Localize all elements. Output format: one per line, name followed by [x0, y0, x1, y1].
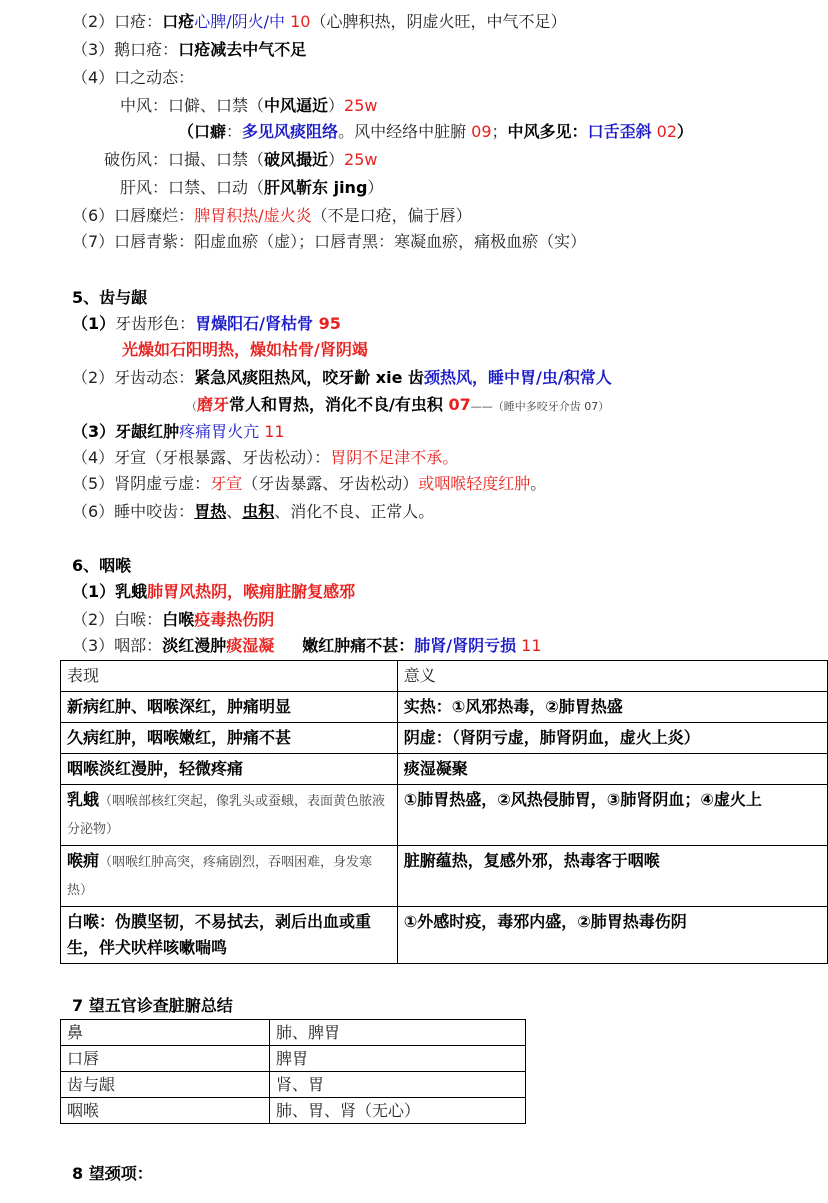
teeth-line-6: （6）睡中咬齿：胃热、虫积、消化不良、正常人。 [72, 502, 435, 521]
table-row [61, 846, 828, 907]
table-cell: ①肺胃热盛，②风热侵肺胃，③肺肾阴血；④虚火上 [397, 785, 827, 846]
table-row [61, 907, 828, 964]
teeth-line-3: （3）牙龈红肿疼痛胃火亢 11 [72, 422, 285, 441]
table-cell: 实热：①风邪热毒，②肺胃热盛 [397, 692, 827, 723]
throat-line-3: （3）咽部：淡红漫肿痰湿凝 嫩红肿痛不甚：肺肾/肾阴亏损 11 [72, 636, 542, 655]
summary-table [60, 1019, 526, 1124]
teeth-line-1b: 光燥如石阳明热，燥如枯骨/肾阴竭 [122, 340, 368, 359]
throat-line-1: （1）乳蛾肺胃风热阴，喉痈脏腑复感邪 [72, 582, 356, 601]
table-header-row [61, 661, 828, 692]
table-row [61, 754, 828, 785]
summary-heading: 7 望五官诊查脏腑总结 [72, 996, 233, 1015]
table-row [61, 1020, 526, 1046]
table-cell: 脏腑蕴热，复感外邪，热毒客于咽喉 [397, 846, 827, 907]
table-cell: 肺、胃、肾（无心） [270, 1098, 526, 1124]
teeth-line-1: （1）牙齿形色：胃燥阳石/肾枯骨 95 [72, 314, 341, 333]
table-cell: 咽喉 [61, 1098, 270, 1124]
table-cell: 肾、胃 [270, 1072, 526, 1098]
mouth-line-3: （3）鹅口疮：口疮减去中气不足 [72, 40, 307, 59]
table-cell: 白喉：伪膜坚韧，不易拭去，剥后出血或重生，伴犬吠样咳嗽喘鸣 [61, 907, 398, 964]
table-row [61, 1046, 526, 1072]
table-cell: 咽喉淡红漫肿，轻微疼痛 [61, 754, 398, 785]
table-cell: 肺、脾胃 [270, 1020, 526, 1046]
teeth-line-2b: （磨牙常人和胃热，消化不良/有虫积 07——（睡中多咬牙介齿 07） [186, 395, 610, 414]
throat-line-2: （2）白喉：白喉疫毒热伤阴 [72, 610, 275, 629]
mouth-line-4d: 肝风：口禁、口动（肝风靳东 jing） [120, 178, 384, 197]
mouth-line-4c: 破伤风：口撮、口禁（破风撮近）25w [104, 150, 378, 169]
table-cell: 阴虚：（肾阴亏虚，肺肾阴血，虚火上炎） [397, 723, 827, 754]
neck-heading: 8 望颈项： [72, 1164, 153, 1183]
table-cell: 喉痈（咽喉红肿高突，疼痛剧烈，吞咽困难，身发寒热） [61, 846, 398, 907]
table-header-cell: 表现 [61, 661, 398, 692]
mouth-line-7: （7）口唇青紫：阳虚血瘀（虚）；口唇青黑：寒凝血瘀，痛极血瘀（实） [72, 232, 587, 251]
mouth-line-4: （4）口之动态： [72, 68, 195, 87]
table-row [61, 785, 828, 846]
teeth-line-2: （2）牙齿动态：紧急风痰阻热风，咬牙齘 xie 齿颈热风，睡中胃/虫/积常人 [72, 368, 612, 387]
table-cell: 久病红肿，咽喉嫩红，肿痛不甚 [61, 723, 398, 754]
teeth-heading: 5、齿与龈 [72, 288, 148, 307]
teeth-line-5: （5）肾阴虚亏虚：牙宣（牙齿暴露、牙齿松动）或咽喉轻度红肿。 [72, 474, 547, 493]
throat-heading: 6、咽喉 [72, 556, 132, 575]
table-row [61, 692, 828, 723]
table-header-cell: 意义 [397, 661, 827, 692]
mouth-line-4b: （口癖：多见风痰阻络。风中经络中脏腑 09；中风多见：口舌歪斜 02） [178, 122, 694, 141]
teeth-line-4: （4）牙宣（牙根暴露、牙齿松动）：胃阴不足津不承。 [72, 448, 459, 467]
table-cell: 新病红肿、咽喉深红，肿痛明显 [61, 692, 398, 723]
mouth-line-4a: 中风：口僻、口禁（中风逼近）25w [120, 96, 378, 115]
mouth-line-6: （6）口唇糜烂：脾胃积热/虚火炎（不是口疮，偏于唇） [72, 206, 472, 225]
table-cell: 痰湿凝聚 [397, 754, 827, 785]
table-cell: ①外感时疫，毒邪内盛，②肺胃热毒伤阴 [397, 907, 827, 964]
mouth-line-2: （2）口疮：口疮心脾/阴火/中 10（心脾积热，阴虚火旺，中气不足） [72, 12, 567, 31]
table-row [61, 1098, 526, 1124]
table-cell: 齿与龈 [61, 1072, 270, 1098]
table-cell: 脾胃 [270, 1046, 526, 1072]
throat-table [60, 660, 828, 964]
table-cell: 乳蛾（咽喉部核红突起，像乳头或蚕蛾，表面黄色脓液分泌物） [61, 785, 398, 846]
table-row [61, 723, 828, 754]
table-row [61, 1072, 526, 1098]
table-cell: 鼻 [61, 1020, 270, 1046]
table-cell: 口唇 [61, 1046, 270, 1072]
